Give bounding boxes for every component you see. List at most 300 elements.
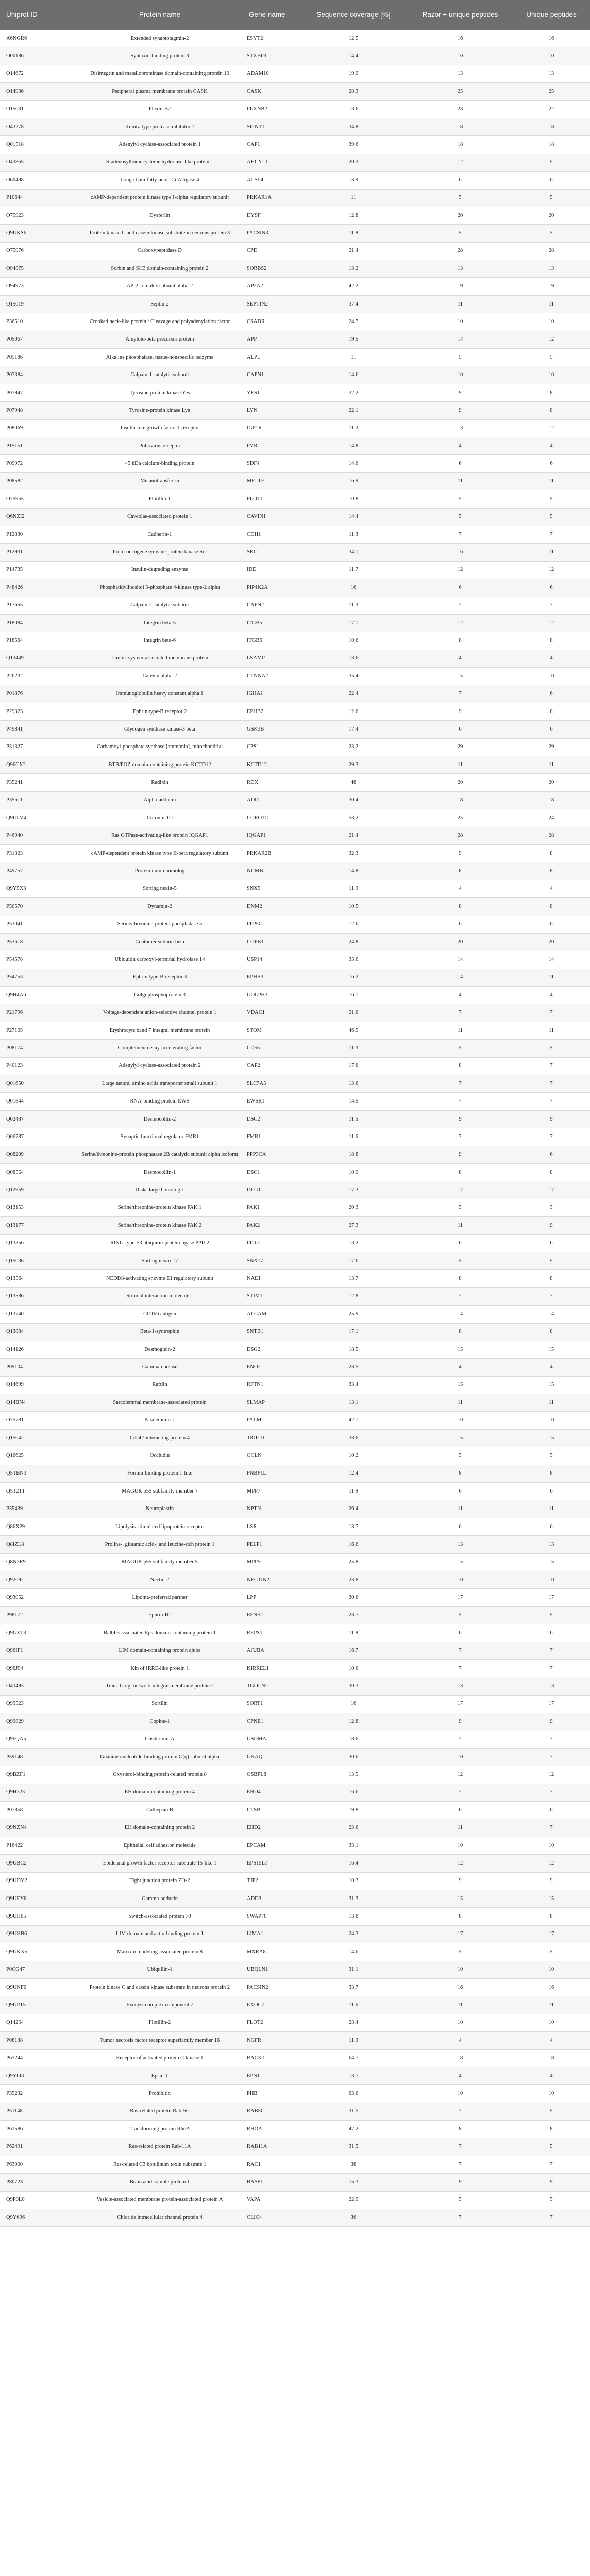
cell-uniprot-id: P51148 xyxy=(0,2103,77,2120)
cell-unique-peptides: 4 xyxy=(513,437,590,454)
cell-uniprot-id: A6NGR6 xyxy=(0,30,77,47)
cell-unique-peptides: 3 xyxy=(513,1199,590,1216)
cell-razor-unique-peptides: 10 xyxy=(408,47,513,65)
cell-uniprot-id: O15031 xyxy=(0,100,77,118)
cell-sequence-coverage: 14.8 xyxy=(299,437,408,454)
cell-razor-unique-peptides: 25 xyxy=(408,809,513,827)
cell-protein-name: Adenylyl cyclase-associated protein 2 xyxy=(77,1057,243,1075)
cell-gene-name: DSC1 xyxy=(243,1164,299,1181)
cell-razor-unique-peptides: 7 xyxy=(408,1659,513,1677)
table-row xyxy=(0,118,590,135)
cell-gene-name: PALM xyxy=(243,1412,299,1429)
cell-protein-name: Proline-, glutamic acid-, and leucine-rich protein 1 xyxy=(77,1536,243,1553)
cell-sequence-coverage: 42.1 xyxy=(299,1412,408,1429)
table-row xyxy=(0,2121,590,2138)
cell-gene-name: IGF1R xyxy=(243,419,299,437)
cell-protein-name: MAGUK p55 subfamily member 5 xyxy=(77,1553,243,1571)
cell-gene-name: ALPL xyxy=(243,349,299,366)
cell-uniprot-id: O75781 xyxy=(0,1412,77,1429)
cell-uniprot-id: Q9NZN4 xyxy=(0,1819,77,1837)
table-row xyxy=(0,508,590,526)
cell-unique-peptides: 15 xyxy=(513,1429,590,1447)
cell-sequence-coverage: 21.4 xyxy=(299,827,408,844)
table-row xyxy=(0,2049,590,2067)
cell-sequence-coverage: 34.1 xyxy=(299,544,408,561)
cell-gene-name: AJUBA xyxy=(243,1642,299,1659)
cell-razor-unique-peptides: 6 xyxy=(408,1518,513,1535)
cell-unique-peptides: 6 xyxy=(513,1483,590,1500)
cell-uniprot-id: P63244 xyxy=(0,2049,77,2067)
cell-razor-unique-peptides: 29 xyxy=(408,738,513,756)
table-row xyxy=(0,2174,590,2191)
cell-unique-peptides: 13 xyxy=(513,65,590,82)
cell-sequence-coverage: 13.9 xyxy=(299,172,408,189)
cell-sequence-coverage: 11.8 xyxy=(299,225,408,242)
cell-protein-name: Raftlin xyxy=(77,1376,243,1394)
cell-sequence-coverage: 14.6 xyxy=(299,1943,408,1961)
cell-unique-peptides: 11 xyxy=(513,1022,590,1039)
cell-uniprot-id: Q9P0L0 xyxy=(0,2191,77,2209)
cell-unique-peptides: 7 xyxy=(513,526,590,543)
cell-protein-name: Epithelial cell adhesion molecule xyxy=(77,1837,243,1854)
cell-protein-name: Large neutral amino acids transporter small subunit 1 xyxy=(77,1075,243,1093)
table-row xyxy=(0,844,590,862)
cell-protein-name: Complement decay-accelerating factor xyxy=(77,1040,243,1057)
cell-razor-unique-peptides: 12 xyxy=(408,1855,513,1872)
cell-gene-name: CORO1C xyxy=(243,809,299,827)
cell-sequence-coverage: 13.7 xyxy=(299,2067,408,2084)
cell-protein-name: EH domain-containing protein 4 xyxy=(77,1784,243,1801)
cell-sequence-coverage: 23.4 xyxy=(299,2014,408,2031)
cell-uniprot-id: Q9ULV4 xyxy=(0,809,77,827)
cell-gene-name: STXBP3 xyxy=(243,47,299,65)
table-row xyxy=(0,1837,590,1854)
cell-protein-name: Serine/threonine-protein phosphatase 2B catalytic subunit alpha isoform xyxy=(77,1146,243,1163)
cell-protein-name: Protein kinase C and casein kinase substrate in neurons protein 2 xyxy=(77,1978,243,1996)
cell-unique-peptides: 7 xyxy=(513,1748,590,1766)
cell-gene-name: PVR xyxy=(243,437,299,454)
cell-uniprot-id: Q86X29 xyxy=(0,1518,77,1535)
cell-razor-unique-peptides: 14 xyxy=(408,331,513,348)
cell-sequence-coverage: 13.5 xyxy=(299,1766,408,1784)
cell-gene-name: FNBP1L xyxy=(243,1465,299,1482)
cell-sequence-coverage: 10.3 xyxy=(299,1872,408,1890)
cell-uniprot-id: Q9UEY8 xyxy=(0,1890,77,1908)
cell-protein-name: Tight junction protein ZO-2 xyxy=(77,1872,243,1890)
cell-protein-name: Syntaxin-binding protein 3 xyxy=(77,47,243,65)
cell-protein-name: Ras-related protein Rab-5C xyxy=(77,2103,243,2120)
cell-protein-name: Catenin alpha-2 xyxy=(77,668,243,685)
cell-razor-unique-peptides: 20 xyxy=(408,933,513,951)
cell-sequence-coverage: 12.8 xyxy=(299,1713,408,1731)
table-row xyxy=(0,1128,590,1146)
cell-gene-name: RAB11A xyxy=(243,2138,299,2156)
cell-uniprot-id: Q9GZT3 xyxy=(0,1624,77,1642)
cell-unique-peptides: 4 xyxy=(513,2067,590,2084)
cell-gene-name: RDX xyxy=(243,774,299,791)
cell-sequence-coverage: 14.5 xyxy=(299,1093,408,1110)
cell-gene-name: MELTF xyxy=(243,472,299,490)
cell-gene-name: FLOT1 xyxy=(243,490,299,508)
cell-gene-name: MPP5 xyxy=(243,1553,299,1571)
table-row xyxy=(0,1483,590,1500)
cell-gene-name: SRC xyxy=(243,544,299,561)
cell-sequence-coverage: 35.6 xyxy=(299,951,408,969)
cell-uniprot-id: Q13153 xyxy=(0,1199,77,1216)
table-row xyxy=(0,756,590,774)
cell-unique-peptides: 6 xyxy=(513,1146,590,1163)
cell-gene-name: ALCAM xyxy=(243,1306,299,1323)
cell-unique-peptides: 7 xyxy=(513,1784,590,1801)
cell-protein-name: Sorbin and SH3 domain-containing protein 2 xyxy=(77,260,243,278)
cell-uniprot-id: Q96CX2 xyxy=(0,756,77,774)
cell-uniprot-id: P14735 xyxy=(0,561,77,579)
table-row xyxy=(0,1642,590,1659)
cell-uniprot-id: P48426 xyxy=(0,579,77,597)
cell-unique-peptides: 10 xyxy=(513,2085,590,2103)
cell-protein-name: Tumor necrosis factor receptor superfamily member 16 xyxy=(77,2032,243,2049)
cell-sequence-coverage: 20.2 xyxy=(299,154,408,171)
cell-unique-peptides: 8 xyxy=(513,632,590,650)
cell-sequence-coverage: 11.8 xyxy=(299,1624,408,1642)
cell-uniprot-id: P08582 xyxy=(0,472,77,490)
cell-sequence-coverage: 11.9 xyxy=(299,880,408,897)
cell-razor-unique-peptides: 12 xyxy=(408,561,513,579)
table-row xyxy=(0,774,590,791)
cell-unique-peptides: 12 xyxy=(513,331,590,348)
cell-sequence-coverage: 14.4 xyxy=(299,47,408,65)
cell-razor-unique-peptides: 9 xyxy=(408,1872,513,1890)
cell-sequence-coverage: 14.4 xyxy=(299,508,408,526)
cell-protein-name: Crooked neck-like protein / Cleavage and polyadenylation factor xyxy=(77,313,243,331)
cell-sequence-coverage: 14.6 xyxy=(299,366,408,384)
cell-razor-unique-peptides: 10 xyxy=(408,1961,513,1978)
cell-uniprot-id: Q9BZF1 xyxy=(0,1766,77,1784)
cell-gene-name: MXRA8 xyxy=(243,1943,299,1961)
cell-uniprot-id: P54753 xyxy=(0,969,77,986)
cell-uniprot-id: Q9UH65 xyxy=(0,1908,77,1925)
cell-sequence-coverage: 42.2 xyxy=(299,278,408,295)
cell-uniprot-id: P53618 xyxy=(0,933,77,951)
cell-unique-peptides: 17 xyxy=(513,1925,590,1943)
cell-unique-peptides: 6 xyxy=(513,685,590,703)
cell-gene-name: SLMAP xyxy=(243,1394,299,1412)
cell-unique-peptides: 7 xyxy=(513,1642,590,1659)
cell-gene-name: CTNNA2 xyxy=(243,668,299,685)
cell-unique-peptides: 13 xyxy=(513,1677,590,1695)
cell-sequence-coverage: 13.7 xyxy=(299,1270,408,1287)
cell-gene-name: NECTIN2 xyxy=(243,1571,299,1588)
cell-unique-peptides: 6 xyxy=(513,172,590,189)
cell-unique-peptides: 10 xyxy=(513,313,590,331)
cell-unique-peptides: 7 xyxy=(513,1057,590,1075)
cell-protein-name: Guanine nucleotide-binding protein G(q) subunit alpha xyxy=(77,1748,243,1766)
cell-sequence-coverage: 12.6 xyxy=(299,916,408,933)
cell-razor-unique-peptides: 4 xyxy=(408,880,513,897)
cell-sequence-coverage: 11.6 xyxy=(299,1996,408,2014)
cell-sequence-coverage: 16.4 xyxy=(299,1855,408,1872)
cell-gene-name: SNX17 xyxy=(243,1252,299,1269)
table-row xyxy=(0,1855,590,1872)
cell-uniprot-id: Q93052 xyxy=(0,1589,77,1606)
cell-sequence-coverage: 10.6 xyxy=(299,632,408,650)
cell-protein-name: Disintegrin and metalloproteinase domain-containing protein 10 xyxy=(77,65,243,82)
cell-gene-name: EPHB2 xyxy=(243,703,299,720)
table-row xyxy=(0,1164,590,1181)
cell-uniprot-id: P10644 xyxy=(0,189,77,207)
cell-uniprot-id: O94875 xyxy=(0,260,77,278)
cell-razor-unique-peptides: 4 xyxy=(408,2032,513,2049)
cell-razor-unique-peptides: 8 xyxy=(408,862,513,880)
cell-unique-peptides: 5 xyxy=(513,154,590,171)
cell-uniprot-id: Q13177 xyxy=(0,1217,77,1234)
cell-gene-name: CD55 xyxy=(243,1040,299,1057)
table-row xyxy=(0,1943,590,1961)
cell-sequence-coverage: 34.8 xyxy=(299,118,408,135)
table-row xyxy=(0,100,590,118)
cell-gene-name: NUMB xyxy=(243,862,299,880)
cell-gene-name: CPS1 xyxy=(243,738,299,756)
cell-uniprot-id: P01876 xyxy=(0,685,77,703)
table-row xyxy=(0,898,590,916)
table-row xyxy=(0,419,590,437)
cell-sequence-coverage: 33.7 xyxy=(299,1978,408,1996)
table-row xyxy=(0,278,590,295)
cell-gene-name: UBQLN1 xyxy=(243,1961,299,1978)
cell-uniprot-id: Q13740 xyxy=(0,1306,77,1323)
cell-uniprot-id: P54578 xyxy=(0,951,77,969)
cell-gene-name: EPCAM xyxy=(243,1837,299,1854)
cell-razor-unique-peptides: 7 xyxy=(408,2103,513,2120)
cell-razor-unique-peptides: 15 xyxy=(408,1553,513,1571)
cell-uniprot-id: Q13356 xyxy=(0,1234,77,1252)
cell-razor-unique-peptides: 6 xyxy=(408,172,513,189)
cell-razor-unique-peptides: 7 xyxy=(408,1642,513,1659)
cell-uniprot-id: P26232 xyxy=(0,668,77,685)
cell-unique-peptides: 8 xyxy=(513,898,590,916)
cell-protein-name: Matrix remodeling-associated protein 8 xyxy=(77,1943,243,1961)
table-row xyxy=(0,809,590,827)
cell-razor-unique-peptides: 8 xyxy=(408,1908,513,1925)
cell-protein-name: AP-2 complex subunit alpha-2 xyxy=(77,278,243,295)
cell-protein-name: Coatomer subunit beta xyxy=(77,933,243,951)
cell-uniprot-id: O14672 xyxy=(0,65,77,82)
cell-gene-name: CPNE1 xyxy=(243,1713,299,1731)
cell-razor-unique-peptides: 14 xyxy=(408,1306,513,1323)
cell-gene-name: SNTB1 xyxy=(243,1323,299,1341)
col-gene-name: Gene name xyxy=(243,0,299,30)
cell-unique-peptides: 5 xyxy=(513,508,590,526)
cell-uniprot-id: P62491 xyxy=(0,2138,77,2156)
cell-uniprot-id: P50570 xyxy=(0,898,77,916)
cell-gene-name: LPP xyxy=(243,1589,299,1606)
cell-unique-peptides: 19 xyxy=(513,278,590,295)
cell-gene-name: ITGB6 xyxy=(243,632,299,650)
cell-sequence-coverage: 18.6 xyxy=(299,1731,408,1748)
cell-gene-name: ADAM10 xyxy=(243,65,299,82)
table-row xyxy=(0,1553,590,1571)
cell-protein-name: Trans-Golgi network integral membrane protein 2 xyxy=(77,1677,243,1695)
cell-uniprot-id: P07947 xyxy=(0,384,77,401)
cell-razor-unique-peptides: 4 xyxy=(408,987,513,1004)
cell-sequence-coverage: 10.2 xyxy=(299,1447,408,1465)
cell-protein-name: Oxysterol-binding protein-related protein 8 xyxy=(77,1766,243,1784)
cell-protein-name: Exocyst complex component 7 xyxy=(77,1996,243,2014)
cell-unique-peptides: 8 xyxy=(513,862,590,880)
table-row xyxy=(0,933,590,951)
cell-sequence-coverage: 16.9 xyxy=(299,472,408,490)
cell-protein-name: Serine/threonine-protein kinase PAK 2 xyxy=(77,1217,243,1234)
cell-protein-name: 45 kDa calcium-binding protein xyxy=(77,455,243,472)
table-header xyxy=(0,0,590,30)
table-row xyxy=(0,1306,590,1323)
cell-razor-unique-peptides: 10 xyxy=(408,2085,513,2103)
cell-gene-name: CAPN1 xyxy=(243,366,299,384)
cell-unique-peptides: 14 xyxy=(513,1306,590,1323)
cell-protein-name: Desmocollin-2 xyxy=(77,1110,243,1128)
cell-gene-name: FMR1 xyxy=(243,1128,299,1146)
cell-gene-name: CLIC4 xyxy=(243,2209,299,2227)
cell-razor-unique-peptides: 13 xyxy=(408,419,513,437)
cell-unique-peptides: 12 xyxy=(513,614,590,632)
cell-protein-name: EH domain-containing protein 2 xyxy=(77,1819,243,1837)
cell-uniprot-id: Q01844 xyxy=(0,1093,77,1110)
cell-gene-name: RFTN1 xyxy=(243,1376,299,1394)
table-row xyxy=(0,1004,590,1022)
cell-uniprot-id: P12830 xyxy=(0,526,77,543)
cell-sequence-coverage: 30.3 xyxy=(299,1677,408,1695)
cell-uniprot-id: P29323 xyxy=(0,703,77,720)
cell-protein-name: Carbamoyl-phosphate synthase [ammonia], mitochondrial xyxy=(77,738,243,756)
cell-uniprot-id: Q15642 xyxy=(0,1429,77,1447)
cell-razor-unique-peptides: 8 xyxy=(408,1323,513,1341)
cell-razor-unique-peptides: 4 xyxy=(408,2067,513,2084)
cell-gene-name: SORBS2 xyxy=(243,260,299,278)
cell-razor-unique-peptides: 16 xyxy=(408,30,513,47)
cell-protein-name: Erythrocyte band 7 integral membrane protein xyxy=(77,1022,243,1039)
cell-sequence-coverage: 30.6 xyxy=(299,1748,408,1766)
cell-unique-peptides: 18 xyxy=(513,136,590,154)
table-row xyxy=(0,1110,590,1128)
cell-uniprot-id: Q96IF1 xyxy=(0,1642,77,1659)
cell-sequence-coverage: 18.5 xyxy=(299,1341,408,1358)
cell-unique-peptides: 8 xyxy=(513,402,590,419)
cell-razor-unique-peptides: 13 xyxy=(408,260,513,278)
cell-gene-name: CAVIN1 xyxy=(243,508,299,526)
cell-protein-name: BalbP3-associated Eps domain-containing protein 1 xyxy=(77,1624,243,1642)
cell-uniprot-id: P17655 xyxy=(0,597,77,614)
cell-uniprot-id: P80723 xyxy=(0,2174,77,2191)
table-row xyxy=(0,685,590,703)
cell-sequence-coverage: 11.2 xyxy=(299,419,408,437)
cell-gene-name: DSC2 xyxy=(243,1110,299,1128)
cell-sequence-coverage: 12.6 xyxy=(299,703,408,720)
cell-sequence-coverage: 13.8 xyxy=(299,1908,408,1925)
cell-sequence-coverage: 10.6 xyxy=(299,1659,408,1677)
cell-gene-name: EPS15L1 xyxy=(243,1855,299,1872)
cell-protein-name: Desmocollin-1 xyxy=(77,1164,243,1181)
cell-protein-name: Integrin beta-5 xyxy=(77,614,243,632)
cell-sequence-coverage: 31.5 xyxy=(299,2103,408,2120)
cell-uniprot-id: Q99829 xyxy=(0,1713,77,1731)
cell-razor-unique-peptides: 11 xyxy=(408,1500,513,1518)
cell-unique-peptides: 10 xyxy=(513,366,590,384)
cell-protein-name: Insulin-like growth factor 1 receptor xyxy=(77,419,243,437)
cell-protein-name: S-adenosylhomocysteine hydrolase-like protein 1 xyxy=(77,154,243,171)
cell-unique-peptides: 17 xyxy=(513,1589,590,1606)
cell-uniprot-id: Q9UKX5 xyxy=(0,1943,77,1961)
cell-gene-name: CPD xyxy=(243,242,299,260)
table-row xyxy=(0,650,590,667)
cell-unique-peptides: 7 xyxy=(513,1075,590,1093)
cell-razor-unique-peptides: 5 xyxy=(408,1199,513,1216)
cell-uniprot-id: P35232 xyxy=(0,2085,77,2103)
cell-protein-name: CD166 antigen xyxy=(77,1306,243,1323)
cell-razor-unique-peptides: 5 xyxy=(408,1252,513,1269)
table-row xyxy=(0,83,590,100)
cell-razor-unique-peptides: 10 xyxy=(408,1837,513,1854)
cell-gene-name: TRIP10 xyxy=(243,1429,299,1447)
cell-protein-name: Lipoma-preferred partner xyxy=(77,1589,243,1606)
cell-unique-peptides: 11 xyxy=(513,756,590,774)
table-row xyxy=(0,1376,590,1394)
cell-unique-peptides: 6 xyxy=(513,455,590,472)
cell-protein-name: NEDD8-activating enzyme E1 regulatory subunit xyxy=(77,1270,243,1287)
table-row xyxy=(0,1075,590,1093)
cell-gene-name: AP2A2 xyxy=(243,278,299,295)
cell-protein-name: Ras-related C3 botulinum toxin substrate 1 xyxy=(77,2156,243,2173)
cell-protein-name: RNA-binding protein EWS xyxy=(77,1093,243,1110)
cell-gene-name: YES1 xyxy=(243,384,299,401)
cell-razor-unique-peptides: 14 xyxy=(408,951,513,969)
table-row xyxy=(0,1766,590,1784)
table-row xyxy=(0,189,590,207)
cell-uniprot-id: Q15019 xyxy=(0,295,77,313)
cell-unique-peptides: 4 xyxy=(513,880,590,897)
cell-razor-unique-peptides: 17 xyxy=(408,1925,513,1943)
cell-razor-unique-peptides: 9 xyxy=(408,1713,513,1731)
cell-razor-unique-peptides: 28 xyxy=(408,242,513,260)
cell-protein-name: Integrin beta-6 xyxy=(77,632,243,650)
cell-protein-name: Septin-2 xyxy=(77,295,243,313)
cell-sequence-coverage: 23.6 xyxy=(299,1819,408,1837)
cell-unique-peptides: 17 xyxy=(513,1695,590,1713)
table-row xyxy=(0,1978,590,1996)
cell-unique-peptides: 4 xyxy=(513,1359,590,1376)
cell-protein-name: Extended synaptotagmin-2 xyxy=(77,30,243,47)
cell-razor-unique-peptides: 18 xyxy=(408,118,513,135)
cell-razor-unique-peptides: 7 xyxy=(408,1731,513,1748)
col-uniprot-id: Uniprot ID xyxy=(0,0,77,30)
cell-unique-peptides: 4 xyxy=(513,987,590,1004)
cell-unique-peptides: 9 xyxy=(513,1872,590,1890)
cell-unique-peptides: 16 xyxy=(513,30,590,47)
cell-sequence-coverage: 11.3 xyxy=(299,526,408,543)
cell-razor-unique-peptides: 25 xyxy=(408,83,513,100)
cell-sequence-coverage: 36 xyxy=(299,2209,408,2227)
cell-unique-peptides: 9 xyxy=(513,1110,590,1128)
cell-uniprot-id: O43865 xyxy=(0,154,77,171)
cell-razor-unique-peptides: 5 xyxy=(408,2191,513,2209)
cell-uniprot-id: P15151 xyxy=(0,437,77,454)
table-row xyxy=(0,2014,590,2031)
cell-sequence-coverage: 10.8 xyxy=(299,490,408,508)
table-row xyxy=(0,561,590,579)
cell-protein-name: Transforming protein RhoA xyxy=(77,2121,243,2138)
table-row xyxy=(0,862,590,880)
cell-sequence-coverage: 16.1 xyxy=(299,987,408,1004)
cell-unique-peptides: 6 xyxy=(513,916,590,933)
